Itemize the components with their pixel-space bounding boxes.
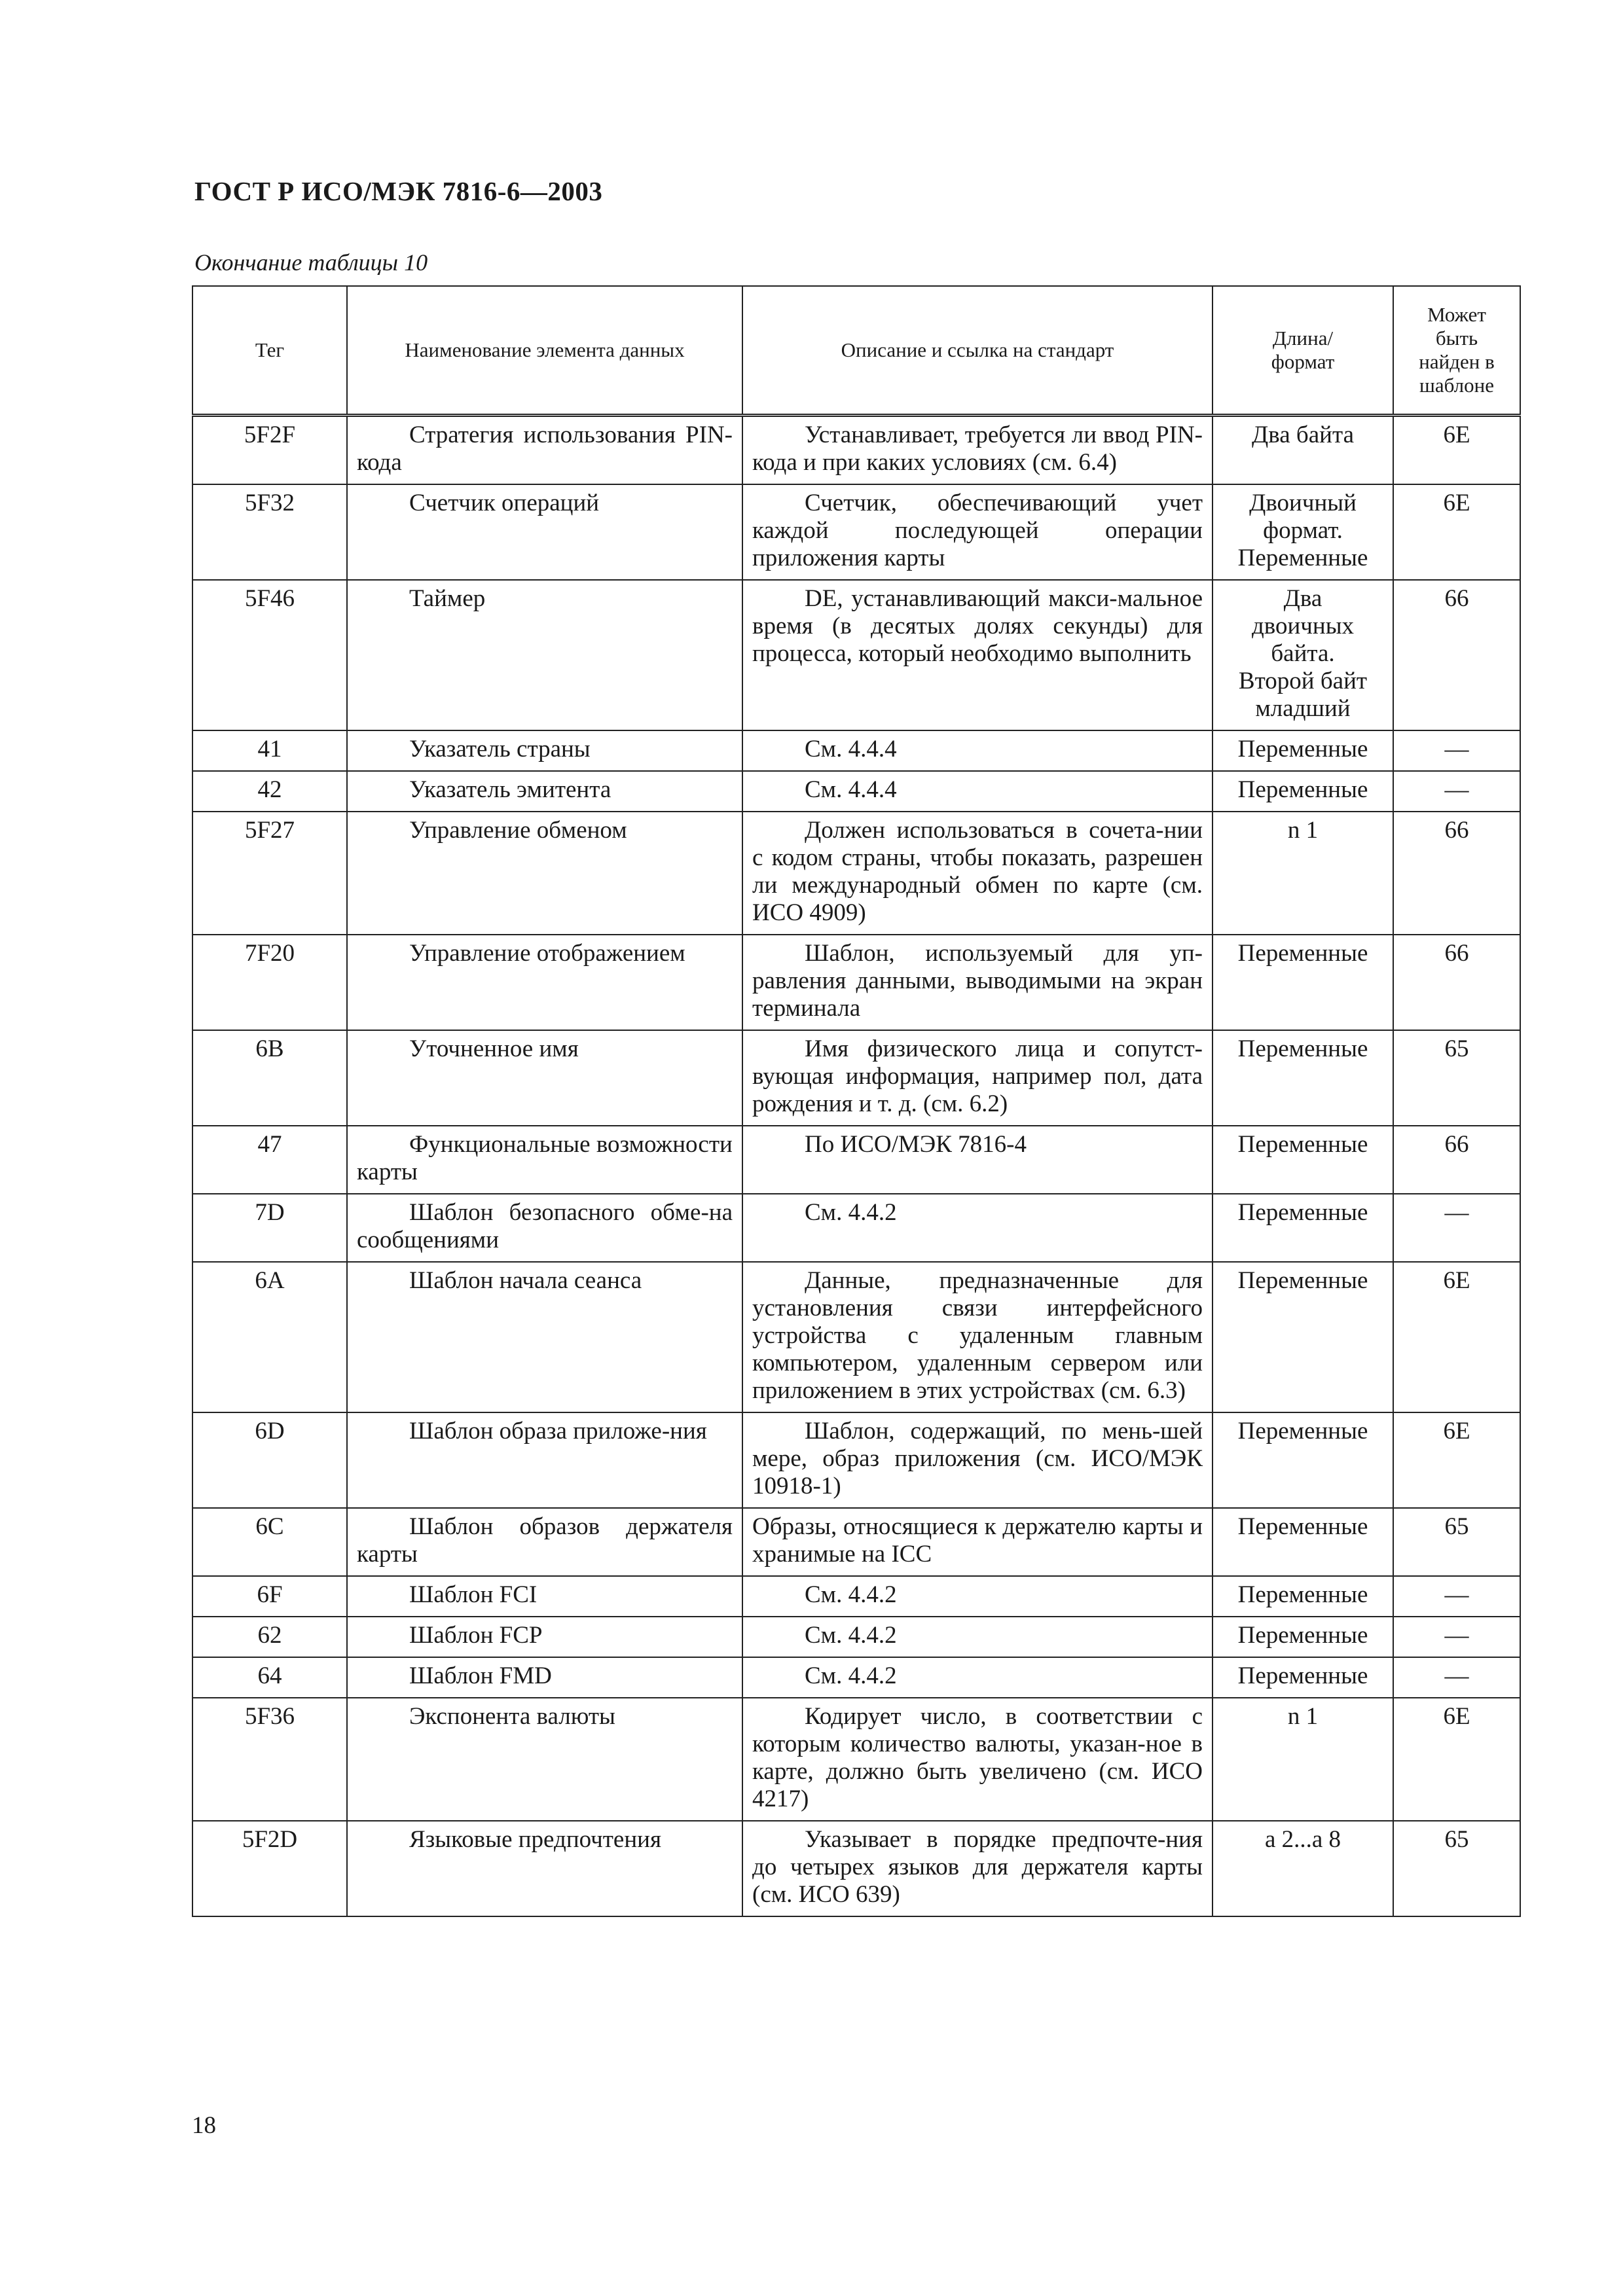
- description-cell: DE, устанавливающий макси-мальное время (в десятых долях секунды) для процесса, который необходимо выполнить: [742, 580, 1213, 730]
- table-header-row: [192, 286, 1520, 416]
- tag-cell: 6C: [192, 1508, 347, 1576]
- table-row: [192, 1617, 1520, 1657]
- template-cell: 65: [1393, 1508, 1520, 1576]
- table-row: [192, 1194, 1520, 1262]
- name-cell: Управление отображением: [347, 935, 742, 1030]
- tag-cell: 5F27: [192, 812, 347, 935]
- tag-cell: 7F20: [192, 935, 347, 1030]
- tag-cell: 5F36: [192, 1698, 347, 1821]
- description-cell: См. 4.4.2: [742, 1657, 1213, 1698]
- length-cell: Переменные: [1213, 1030, 1393, 1126]
- table-row: [192, 1508, 1520, 1576]
- document-title: ГОСТ Р ИСО/МЭК 7816-6—2003: [194, 176, 603, 206]
- template-cell: —: [1393, 771, 1520, 812]
- description-cell: Указывает в порядке предпочте-ния до четырех языков для держателя карты (см. ИСО 639): [742, 1821, 1213, 1916]
- header-description: Описание и ссылка на стандарт: [742, 286, 1213, 416]
- data-elements-table: [192, 285, 1521, 1917]
- header-tag: Тег: [192, 286, 347, 416]
- template-cell: —: [1393, 730, 1520, 771]
- description-cell: Устанавливает, требуется ли ввод PIN-кода и при каких условиях (см. 6.4): [742, 416, 1213, 485]
- name-cell: Экспонента валюты: [347, 1698, 742, 1821]
- tag-cell: 5F2F: [192, 416, 347, 485]
- template-cell: —: [1393, 1194, 1520, 1262]
- name-cell: Шаблон FCI: [347, 1576, 742, 1617]
- name-cell: Счетчик операций: [347, 484, 742, 580]
- name-cell: Шаблон FMD: [347, 1657, 742, 1698]
- table-row: [192, 935, 1520, 1030]
- name-cell: Уточненное имя: [347, 1030, 742, 1126]
- length-cell: Переменные: [1213, 771, 1393, 812]
- length-cell: Переменные: [1213, 1126, 1393, 1194]
- name-cell: Шаблон образов держателя карты: [347, 1508, 742, 1576]
- length-cell: n 1: [1213, 812, 1393, 935]
- tag-cell: 47: [192, 1126, 347, 1194]
- template-cell: 6E: [1393, 1262, 1520, 1412]
- description-cell: См. 4.4.2: [742, 1576, 1213, 1617]
- name-cell: Шаблон образа приложе-ния: [347, 1412, 742, 1508]
- page-number: 18: [192, 2112, 216, 2139]
- tag-cell: 6F: [192, 1576, 347, 1617]
- template-cell: 65: [1393, 1030, 1520, 1126]
- template-cell: 66: [1393, 580, 1520, 730]
- template-cell: —: [1393, 1657, 1520, 1698]
- table-row: [192, 580, 1520, 730]
- table-row: [192, 484, 1520, 580]
- name-cell: Таймер: [347, 580, 742, 730]
- table-row: [192, 1576, 1520, 1617]
- length-cell: Переменные: [1213, 1412, 1393, 1508]
- length-cell: Переменные: [1213, 730, 1393, 771]
- length-cell: n 1: [1213, 1698, 1393, 1821]
- template-cell: —: [1393, 1576, 1520, 1617]
- description-cell: По ИСО/МЭК 7816-4: [742, 1126, 1213, 1194]
- template-cell: 6E: [1393, 416, 1520, 485]
- description-cell: Шаблон, используемый для уп-равления данными, выводимыми на экран терминала: [742, 935, 1213, 1030]
- description-cell: Шаблон, содержащий, по мень-шей мере, образ приложения (см. ИСО/МЭК 10918-1): [742, 1412, 1213, 1508]
- table-row: [192, 1126, 1520, 1194]
- length-cell: Переменные: [1213, 1576, 1393, 1617]
- length-cell: Два байта: [1213, 416, 1393, 485]
- name-cell: Указатель эмитента: [347, 771, 742, 812]
- table-row: [192, 1030, 1520, 1126]
- description-cell: См. 4.4.2: [742, 1617, 1213, 1657]
- length-cell: Переменные: [1213, 1508, 1393, 1576]
- template-cell: 6E: [1393, 484, 1520, 580]
- name-cell: Шаблон FCP: [347, 1617, 742, 1657]
- length-cell: Переменные: [1213, 935, 1393, 1030]
- header-length: Длина/ формат: [1213, 286, 1393, 416]
- template-cell: 66: [1393, 1126, 1520, 1194]
- tag-cell: 6D: [192, 1412, 347, 1508]
- table-row: [192, 416, 1520, 485]
- tag-cell: 7D: [192, 1194, 347, 1262]
- tag-cell: 6B: [192, 1030, 347, 1126]
- length-cell: Двоичный формат. Переменные: [1213, 484, 1393, 580]
- tag-cell: 5F32: [192, 484, 347, 580]
- header-name: Наименование элемента данных: [347, 286, 742, 416]
- table-row: [192, 1698, 1520, 1821]
- header-template: Может быть найден в шаблоне: [1393, 286, 1520, 416]
- name-cell: Указатель страны: [347, 730, 742, 771]
- name-cell: Стратегия использования PIN-кода: [347, 416, 742, 485]
- description-cell: Счетчик, обеспечивающий учет каждой последующей операции приложения карты: [742, 484, 1213, 580]
- description-cell: Должен использоваться в сочета-нии с кодом страны, чтобы показать, разрешен ли международный обмен по карте (см. ИСО 4909): [742, 812, 1213, 935]
- description-cell: См. 4.4.4: [742, 771, 1213, 812]
- table-row: [192, 1262, 1520, 1412]
- table-row: [192, 1412, 1520, 1508]
- name-cell: Функциональные возможности карты: [347, 1126, 742, 1194]
- length-cell: Переменные: [1213, 1194, 1393, 1262]
- name-cell: Управление обменом: [347, 812, 742, 935]
- tag-cell: 6A: [192, 1262, 347, 1412]
- length-cell: Переменные: [1213, 1657, 1393, 1698]
- description-cell: Имя физического лица и сопутст-вующая информация, например пол, дата рождения и т. д. (см. 6.2): [742, 1030, 1213, 1126]
- name-cell: Языковые предпочтения: [347, 1821, 742, 1916]
- length-cell: a 2...a 8: [1213, 1821, 1393, 1916]
- description-cell: См. 4.4.2: [742, 1194, 1213, 1262]
- table-row: [192, 730, 1520, 771]
- tag-cell: 64: [192, 1657, 347, 1698]
- length-cell: Переменные: [1213, 1617, 1393, 1657]
- template-cell: 66: [1393, 935, 1520, 1030]
- template-cell: 66: [1393, 812, 1520, 935]
- table-row: [192, 1821, 1520, 1916]
- table-row: [192, 1657, 1520, 1698]
- description-cell: Данные, предназначенные для установления связи интерфейсного устройства с удаленным главным компьютером, удаленным сервером или приложением в этих устройствах (см. 6.3): [742, 1262, 1213, 1412]
- description-cell: Образы, относящиеся к держателю карты и хранимые на ICC: [742, 1508, 1213, 1576]
- description-cell: Кодирует число, в соответствии с которым количество валюты, указан-ное в карте, должно быть увеличено (см. ИСО 4217): [742, 1698, 1213, 1821]
- template-cell: 6E: [1393, 1412, 1520, 1508]
- table-caption: Окончание таблицы 10: [194, 249, 428, 276]
- tag-cell: 62: [192, 1617, 347, 1657]
- template-cell: 65: [1393, 1821, 1520, 1916]
- template-cell: —: [1393, 1617, 1520, 1657]
- table-row: [192, 771, 1520, 812]
- tag-cell: 5F46: [192, 580, 347, 730]
- table-row: [192, 812, 1520, 935]
- tag-cell: 41: [192, 730, 347, 771]
- length-cell: Переменные: [1213, 1262, 1393, 1412]
- template-cell: 6E: [1393, 1698, 1520, 1821]
- tag-cell: 42: [192, 771, 347, 812]
- name-cell: Шаблон безопасного обме-на сообщениями: [347, 1194, 742, 1262]
- length-cell: Два двоичных байта. Второй байт младший: [1213, 580, 1393, 730]
- tag-cell: 5F2D: [192, 1821, 347, 1916]
- name-cell: Шаблон начала сеанса: [347, 1262, 742, 1412]
- description-cell: См. 4.4.4: [742, 730, 1213, 771]
